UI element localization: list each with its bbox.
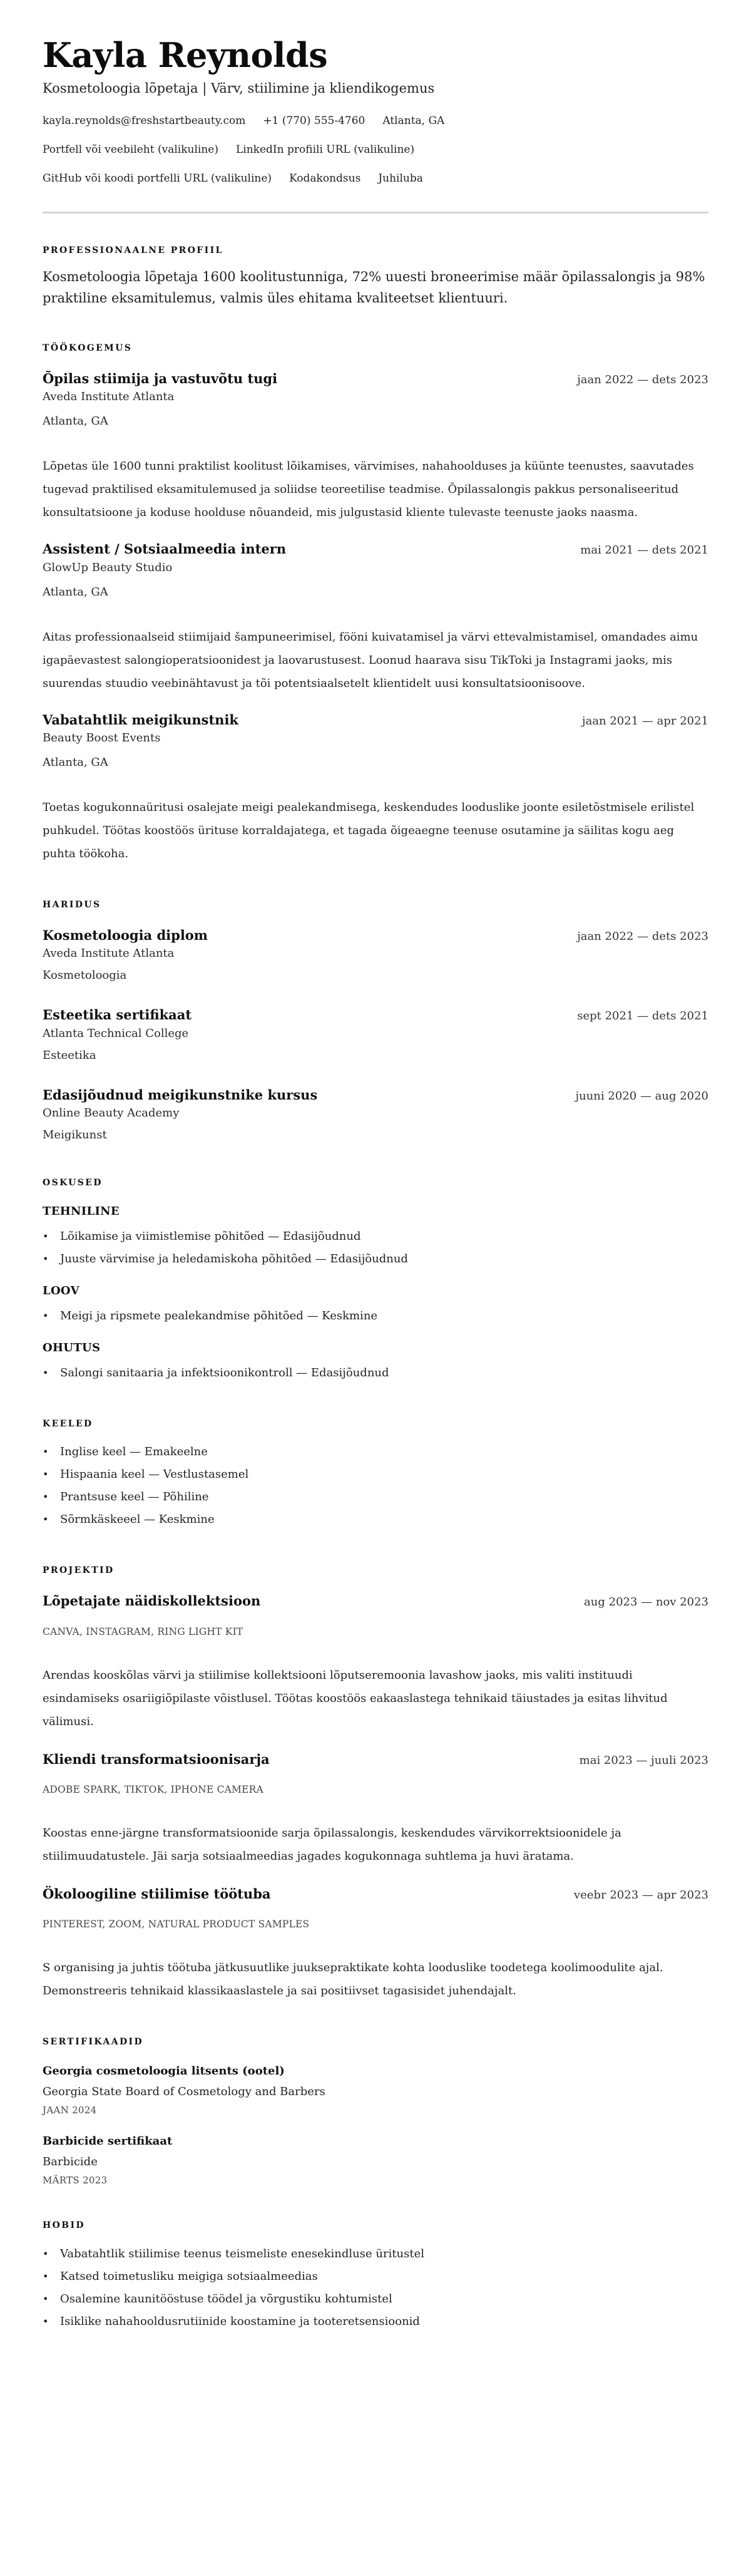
degree-title: Edasijõudnud meigikunstnike kursus bbox=[43, 1086, 318, 1103]
skill-list bbox=[43, 1362, 708, 1384]
experience-entry bbox=[43, 370, 708, 524]
project-title: Ökoloogiline stiilimise töötuba bbox=[43, 1886, 271, 1902]
section-skills bbox=[43, 1177, 708, 1384]
contact-drivers-license: Juhiluba bbox=[378, 172, 423, 185]
job-employer: Aveda Institute Atlanta bbox=[43, 390, 175, 404]
job-employer: GlowUp Beauty Studio bbox=[43, 560, 173, 574]
hobby-list bbox=[43, 2243, 708, 2333]
skill-group-title: LOOV bbox=[43, 1284, 79, 1298]
section-projects bbox=[43, 1565, 708, 2002]
job-description: Lõpetas üle 1600 tunni praktilist koolitust lõikamises, värvimises, nahahoolduses ja küünte teenustes, saavutades tugevad praktilised eksamitulemused ja soliidse teoreetilise teadmise. Õpilassalongis pakkus personaliseeritud konsultatsioone ja koduse hoolduse nõuandeid, mis julgustasid kliente tulevaste teenuste jaoks naasma. bbox=[43, 460, 694, 520]
job-dates: jaan 2022 — dets 2023 bbox=[577, 373, 708, 386]
hobby-item: • Vabatahtlik stiilimise teenus teismeliste enesekindluse üritustel bbox=[43, 2243, 708, 2265]
school-name: Atlanta Technical College bbox=[43, 1026, 189, 1040]
candidate-name: Kayla Reynolds bbox=[43, 35, 328, 75]
certificate-entry bbox=[43, 2063, 708, 2116]
job-description: Aitas professionaalseid stiimijaid šampuneerimisel, fööni kuivatamisel ja värvi ettevalmistamisel, omandades aimu igapäevastest salongioperatsioonidest ja laovarustusest. Loonud haarava sisu TikToki ja Instagrami jaoks, mis suurendas stuudio veebinähtavust ja tõi potentsiaalsetelt klientidelt uusi konsultatsioonisoove. bbox=[43, 630, 698, 690]
job-location: Atlanta, GA bbox=[43, 755, 108, 769]
section-title-hobbies: HOBID bbox=[43, 2220, 85, 2231]
skill-group-title: TEHNILINE bbox=[43, 1205, 120, 1218]
section-title-skills: OSKUSED bbox=[43, 1177, 103, 1188]
section-title-profile: PROFESSIONAALNE PROFIIL bbox=[43, 245, 223, 255]
job-title: Assistent / Sotsiaalmeedia intern bbox=[43, 541, 287, 557]
project-entry bbox=[43, 1885, 708, 2002]
section-education bbox=[43, 899, 708, 1143]
resume-header bbox=[43, 35, 708, 187]
contact-email[interactable]: kayla.reynolds@freshstartbeauty.com bbox=[43, 115, 246, 128]
section-title-certificates: SERTIFIKAADID bbox=[43, 2037, 143, 2048]
section-hobbies bbox=[43, 2220, 708, 2332]
hobby-item: • Katsed toimetusliku meigiga sotsiaalmeedias bbox=[43, 2265, 708, 2288]
project-description: S organising ja juhtis töötuba jätkusuutlike juuksepraktikate kohta looduslike toodetega koolimoodulite ajal. Demonstreeris tehnikaid klassikaaslastele ja sai positiivset tagasisidet juhendajalt. bbox=[43, 1961, 663, 1998]
project-entry bbox=[43, 1592, 708, 1733]
certificate-issuer: Georgia State Board of Cosmetology and Barbers bbox=[43, 2084, 325, 2098]
project-tools: PINTEREST, ZOOM, NATURAL PRODUCT SAMPLES bbox=[43, 1919, 310, 1930]
language-list bbox=[43, 1441, 708, 1531]
contact-row-links bbox=[43, 143, 708, 158]
education-entry bbox=[43, 927, 708, 984]
contact-phone[interactable]: +1 (770) 555-4760 bbox=[263, 115, 365, 128]
section-experience bbox=[43, 343, 708, 865]
project-entry bbox=[43, 1751, 708, 1868]
contact-row-extra bbox=[43, 172, 708, 187]
candidate-tagline: Kosmetoloogia lõpetaja | Värv, stiilimine ja kliendikogemus bbox=[43, 80, 435, 96]
project-dates: aug 2023 — nov 2023 bbox=[584, 1595, 708, 1609]
project-description: Arendas kooskõlas värvi ja stiilimise kollektsiooni lõputseremoonia lavashow jaoks, mis valiti instituudi esindamiseks osariigiõpilaste võistlusel. Töötas koostöös eakaaslastega tehnikaid täiustades ja esitas lihvitud välimusi. bbox=[43, 1668, 668, 1728]
profile-summary: Kosmetoloogia lõpetaja 1600 koolitustunniga, 72% uuesti broneerimise määr õpilassalongis ja 98% praktiline eksamitulemus, valmis üles ehitama kvaliteetset klientuuri. bbox=[43, 269, 705, 306]
skill-group-title: OHUTUS bbox=[43, 1341, 101, 1355]
section-title-experience: TÖÖKOGEMUS bbox=[43, 343, 133, 353]
job-location: Atlanta, GA bbox=[43, 415, 108, 428]
project-tools: CANVA, INSTAGRAM, RING LIGHT KIT bbox=[43, 1625, 243, 1637]
project-description: Koostas enne-järgne transformatsioonide sarja õpilassalongis, keskendudes värvikorrektsioonidele ja stiilimuudatustele. Jäi sarja sotsiaalmeedias jagades kogukonnaga suhtlema ja huvi äratama. bbox=[43, 1826, 621, 1863]
language-item: • Inglise keel — Emakeelne bbox=[43, 1441, 708, 1463]
skill-item: • Juuste värvimise ja heledamiskoha põhitõed — Edasijõudnud bbox=[43, 1248, 708, 1270]
school-name: Aveda Institute Atlanta bbox=[43, 947, 175, 961]
job-employer: Beauty Boost Events bbox=[43, 731, 161, 744]
education-entry bbox=[43, 1086, 708, 1143]
job-description: Toetas kogukonnaüritusi osalejate meigi pealekandmisega, keskendudes looduslike joonte esiletõstmisele erilistel puhkudel. Töötas koostöös ürituse korraldajatega, et tagada õigeaegne teenuse osutamine ja säilitas kogu aeg puhta töökoha. bbox=[43, 800, 695, 860]
education-dates: sept 2021 — dets 2021 bbox=[577, 1009, 708, 1023]
project-title: Kliendi transformatsioonisarja bbox=[43, 1751, 270, 1767]
contact-portfolio-link[interactable]: Portfell või veebileht (valikuline) bbox=[43, 143, 218, 156]
education-dates: jaan 2022 — dets 2023 bbox=[577, 930, 708, 944]
certificate-title: Barbicide sertifikaat bbox=[43, 2134, 173, 2148]
section-title-projects: PROJEKTID bbox=[43, 1565, 115, 1576]
contact-citizenship: Kodakondsus bbox=[289, 172, 361, 185]
section-profile bbox=[43, 245, 708, 309]
project-title: Lõpetajate näidiskollektsioon bbox=[43, 1593, 261, 1609]
education-entry bbox=[43, 1006, 708, 1063]
skill-list bbox=[43, 1305, 708, 1327]
job-dates: mai 2021 — dets 2021 bbox=[580, 544, 708, 557]
experience-entry bbox=[43, 540, 708, 694]
header-divider bbox=[43, 212, 708, 214]
job-title: Õpilas stiimija ja vastuvõtu tugi bbox=[43, 370, 278, 386]
section-title-languages: KEELED bbox=[43, 1419, 93, 1430]
skill-list bbox=[43, 1225, 708, 1270]
language-item: • Prantsuse keel — Põhiline bbox=[43, 1486, 708, 1508]
section-languages bbox=[43, 1418, 708, 1531]
section-title-education: HARIDUS bbox=[43, 899, 101, 910]
job-dates: jaan 2021 — apr 2021 bbox=[582, 714, 708, 728]
job-title: Vabatahtlik meigikunstnik bbox=[43, 711, 238, 728]
experience-entry bbox=[43, 711, 708, 865]
project-dates: mai 2023 — juuli 2023 bbox=[579, 1753, 708, 1767]
field-of-study: Kosmetoloogia bbox=[43, 969, 127, 982]
section-certificates bbox=[43, 2036, 708, 2186]
contact-location: Atlanta, GA bbox=[382, 115, 445, 128]
contact-linkedin-link[interactable]: LinkedIn profiili URL (valikuline) bbox=[236, 143, 415, 156]
degree-title: Esteetika sertifikaat bbox=[43, 1007, 192, 1023]
contact-github-link[interactable]: GitHub või koodi portfelli URL (valikuline) bbox=[43, 172, 272, 185]
certificate-entry bbox=[43, 2133, 708, 2186]
certificate-date: MÄRTS 2023 bbox=[43, 2175, 108, 2187]
school-name: Online Beauty Academy bbox=[43, 1106, 180, 1120]
language-item: • Sõrmkäskeeel — Keskmine bbox=[43, 1508, 708, 1531]
project-dates: veebr 2023 — apr 2023 bbox=[574, 1888, 708, 1902]
project-tools: ADOBE SPARK, TIKTOK, IPHONE CAMERA bbox=[43, 1784, 263, 1796]
contact-row-primary bbox=[43, 114, 708, 129]
certificate-date: JAAN 2024 bbox=[43, 2104, 97, 2116]
hobby-item: • Osalemine kaunitööstuse töödel ja võrgustiku kohtumistel bbox=[43, 2288, 708, 2311]
degree-title: Kosmetoloogia diplom bbox=[43, 927, 208, 944]
language-item: • Hispaania keel — Vestlustasemel bbox=[43, 1463, 708, 1486]
certificate-title: Georgia cosmetoloogia litsents (ootel) bbox=[43, 2064, 285, 2078]
skill-item: • Lõikamise ja viimistlemise põhitõed — Edasijõudnud bbox=[43, 1225, 708, 1248]
field-of-study: Esteetika bbox=[43, 1048, 96, 1062]
certificate-issuer: Barbicide bbox=[43, 2155, 98, 2169]
field-of-study: Meigikunst bbox=[43, 1128, 107, 1141]
hobby-item: • Isiklike nahahooldusrutiinide koostamine ja tooteretsensioonid bbox=[43, 2311, 708, 2333]
skill-item: • Salongi sanitaaria ja infektsioonikontroll — Edasijõudnud bbox=[43, 1362, 708, 1384]
education-dates: juuni 2020 — aug 2020 bbox=[575, 1089, 708, 1103]
job-location: Atlanta, GA bbox=[43, 585, 108, 599]
skill-item: • Meigi ja ripsmete pealekandmise põhitõed — Keskmine bbox=[43, 1305, 708, 1327]
